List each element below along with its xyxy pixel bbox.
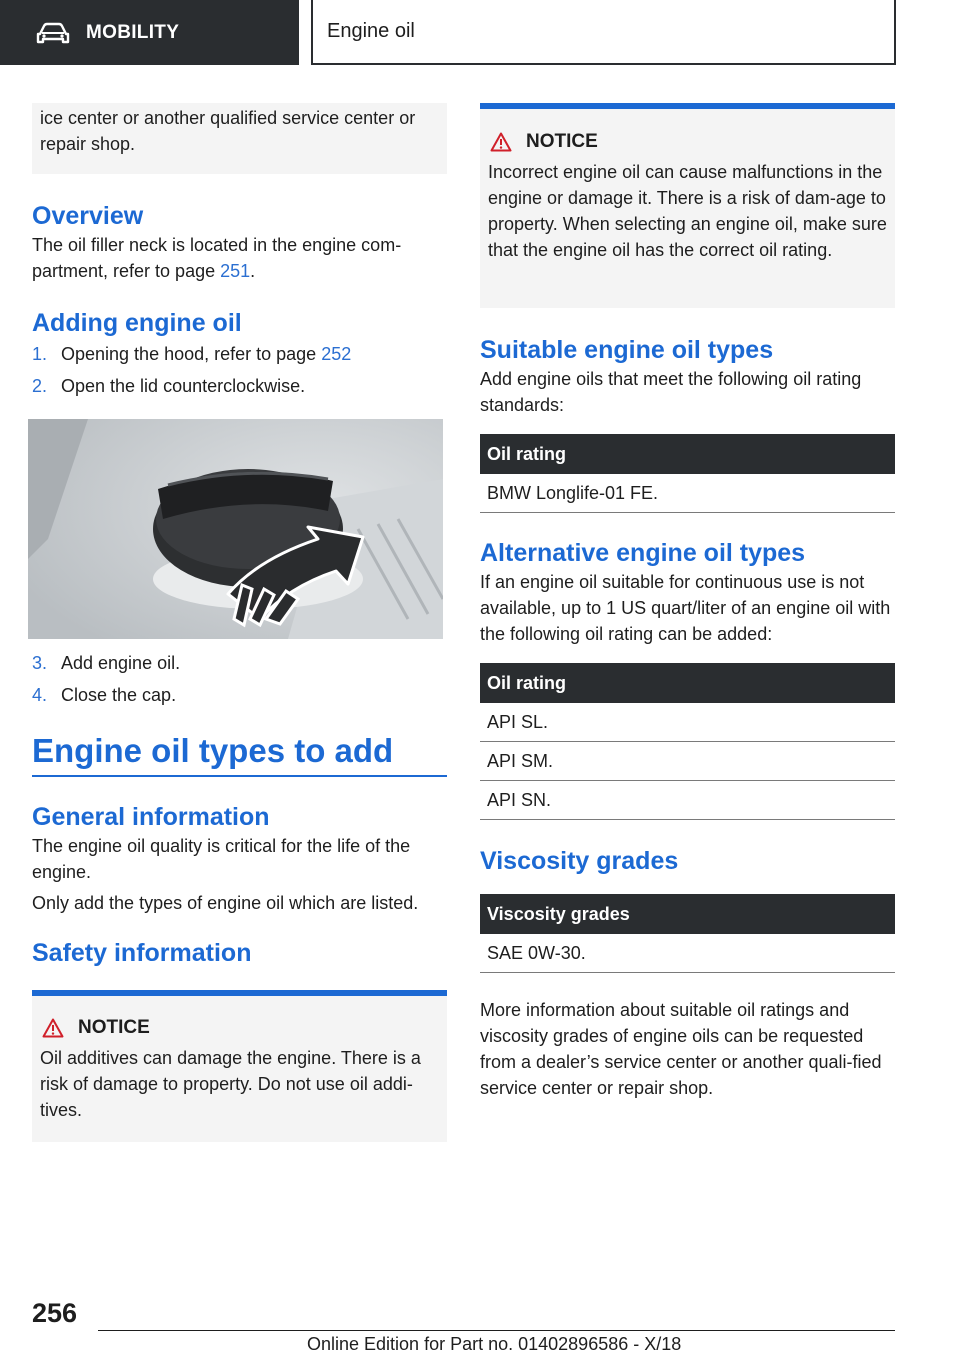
page-link-252[interactable]: 252 (321, 344, 352, 364)
alternative-text: If an engine oil suitable for continuous use is not available, up to 1 US quart/liter of an engine oil with the following oil rating can be added: (480, 572, 891, 644)
step-item: 2. Open the lid counterclockwise. (32, 376, 306, 396)
table-header: Oil rating (480, 663, 895, 703)
types-section-header (32, 731, 447, 777)
step-item: 4. Close the cap. (32, 685, 177, 705)
continued-note (32, 103, 447, 174)
notice-text: Incorrect engine oil can cause malfunctions in the engine or damage it. There is a risk of dam‐age to property. When selecting an engine oil, make sure that the engine oil has the correct oil rating. (488, 162, 887, 260)
notice-title: NOTICE (78, 1017, 150, 1038)
alternative-table (480, 663, 895, 820)
page-link-251[interactable]: 251 (220, 261, 251, 281)
step-item: 3. Add engine oil. (32, 653, 181, 673)
table-row: API SM. (480, 742, 895, 781)
table-header: Viscosity grades (480, 894, 895, 934)
overview-text: The oil filler neck is located in the engine com‐partment, refer to page 251. (32, 235, 402, 281)
table-row: SAE 0W-30. (480, 934, 895, 973)
left-column (32, 103, 447, 1142)
notice-header (40, 1017, 439, 1039)
car-icon (36, 22, 70, 44)
types-heading: Engine oil types to add (32, 732, 394, 769)
viscosity-table (480, 894, 895, 973)
step-item: 1. Opening the hood, refer to page 252 (32, 344, 352, 364)
alternative-heading: Alternative engine oil types (480, 539, 806, 567)
notice-box (32, 990, 447, 1142)
chapter-header (311, 0, 896, 65)
more-info-text: More information about suitable oil ratings and viscosity grades of engine oils can be requested from a dealer’s service center or another quali‐fied service center or repair shop. (480, 1000, 882, 1098)
table-header: Oil rating (480, 434, 895, 474)
notice-text: Oil additives can damage the engine. There is a risk of damage to property. Do not use oil addi‐tives. (40, 1048, 421, 1120)
continued-note-text: ice center or another qualified service center or repair shop. (40, 108, 416, 154)
section-label: MOBILITY (86, 21, 180, 43)
general-heading: General information (32, 803, 270, 831)
section-tab[interactable] (0, 0, 299, 65)
suitable-heading: Suitable engine oil types (480, 336, 774, 364)
table-row: API SN. (480, 781, 895, 820)
notice-title: NOTICE (526, 131, 598, 152)
oil-cap-illustration (28, 419, 443, 639)
notice-box (480, 103, 895, 308)
oil-cap-photo (28, 419, 443, 639)
suitable-text: Add engine oils that meet the following oil rating standards: (480, 369, 862, 415)
table-row: BMW Longlife-01 FE. (480, 474, 895, 513)
overview-heading: Overview (32, 202, 144, 230)
edition-text: Online Edition for Part no. 01402896586 - X/18 (307, 1334, 682, 1354)
suitable-table (480, 434, 895, 513)
footer-divider (98, 1330, 895, 1331)
right-column (480, 103, 895, 1101)
notice-header (488, 131, 887, 153)
warning-triangle-icon (42, 1018, 64, 1038)
chapter-title: Engine oil (327, 20, 415, 42)
page-number: 256 (32, 1298, 78, 1328)
general-para-2: Only add the types of engine oil which are listed. (32, 893, 419, 913)
general-para-1: The engine oil quality is critical for the life of the engine. (32, 836, 411, 882)
viscosity-heading: Viscosity grades (480, 847, 679, 875)
adding-heading: Adding engine oil (32, 309, 242, 337)
safety-heading: Safety information (32, 939, 252, 967)
table-row: API SL. (480, 703, 895, 742)
warning-triangle-icon (490, 132, 512, 152)
